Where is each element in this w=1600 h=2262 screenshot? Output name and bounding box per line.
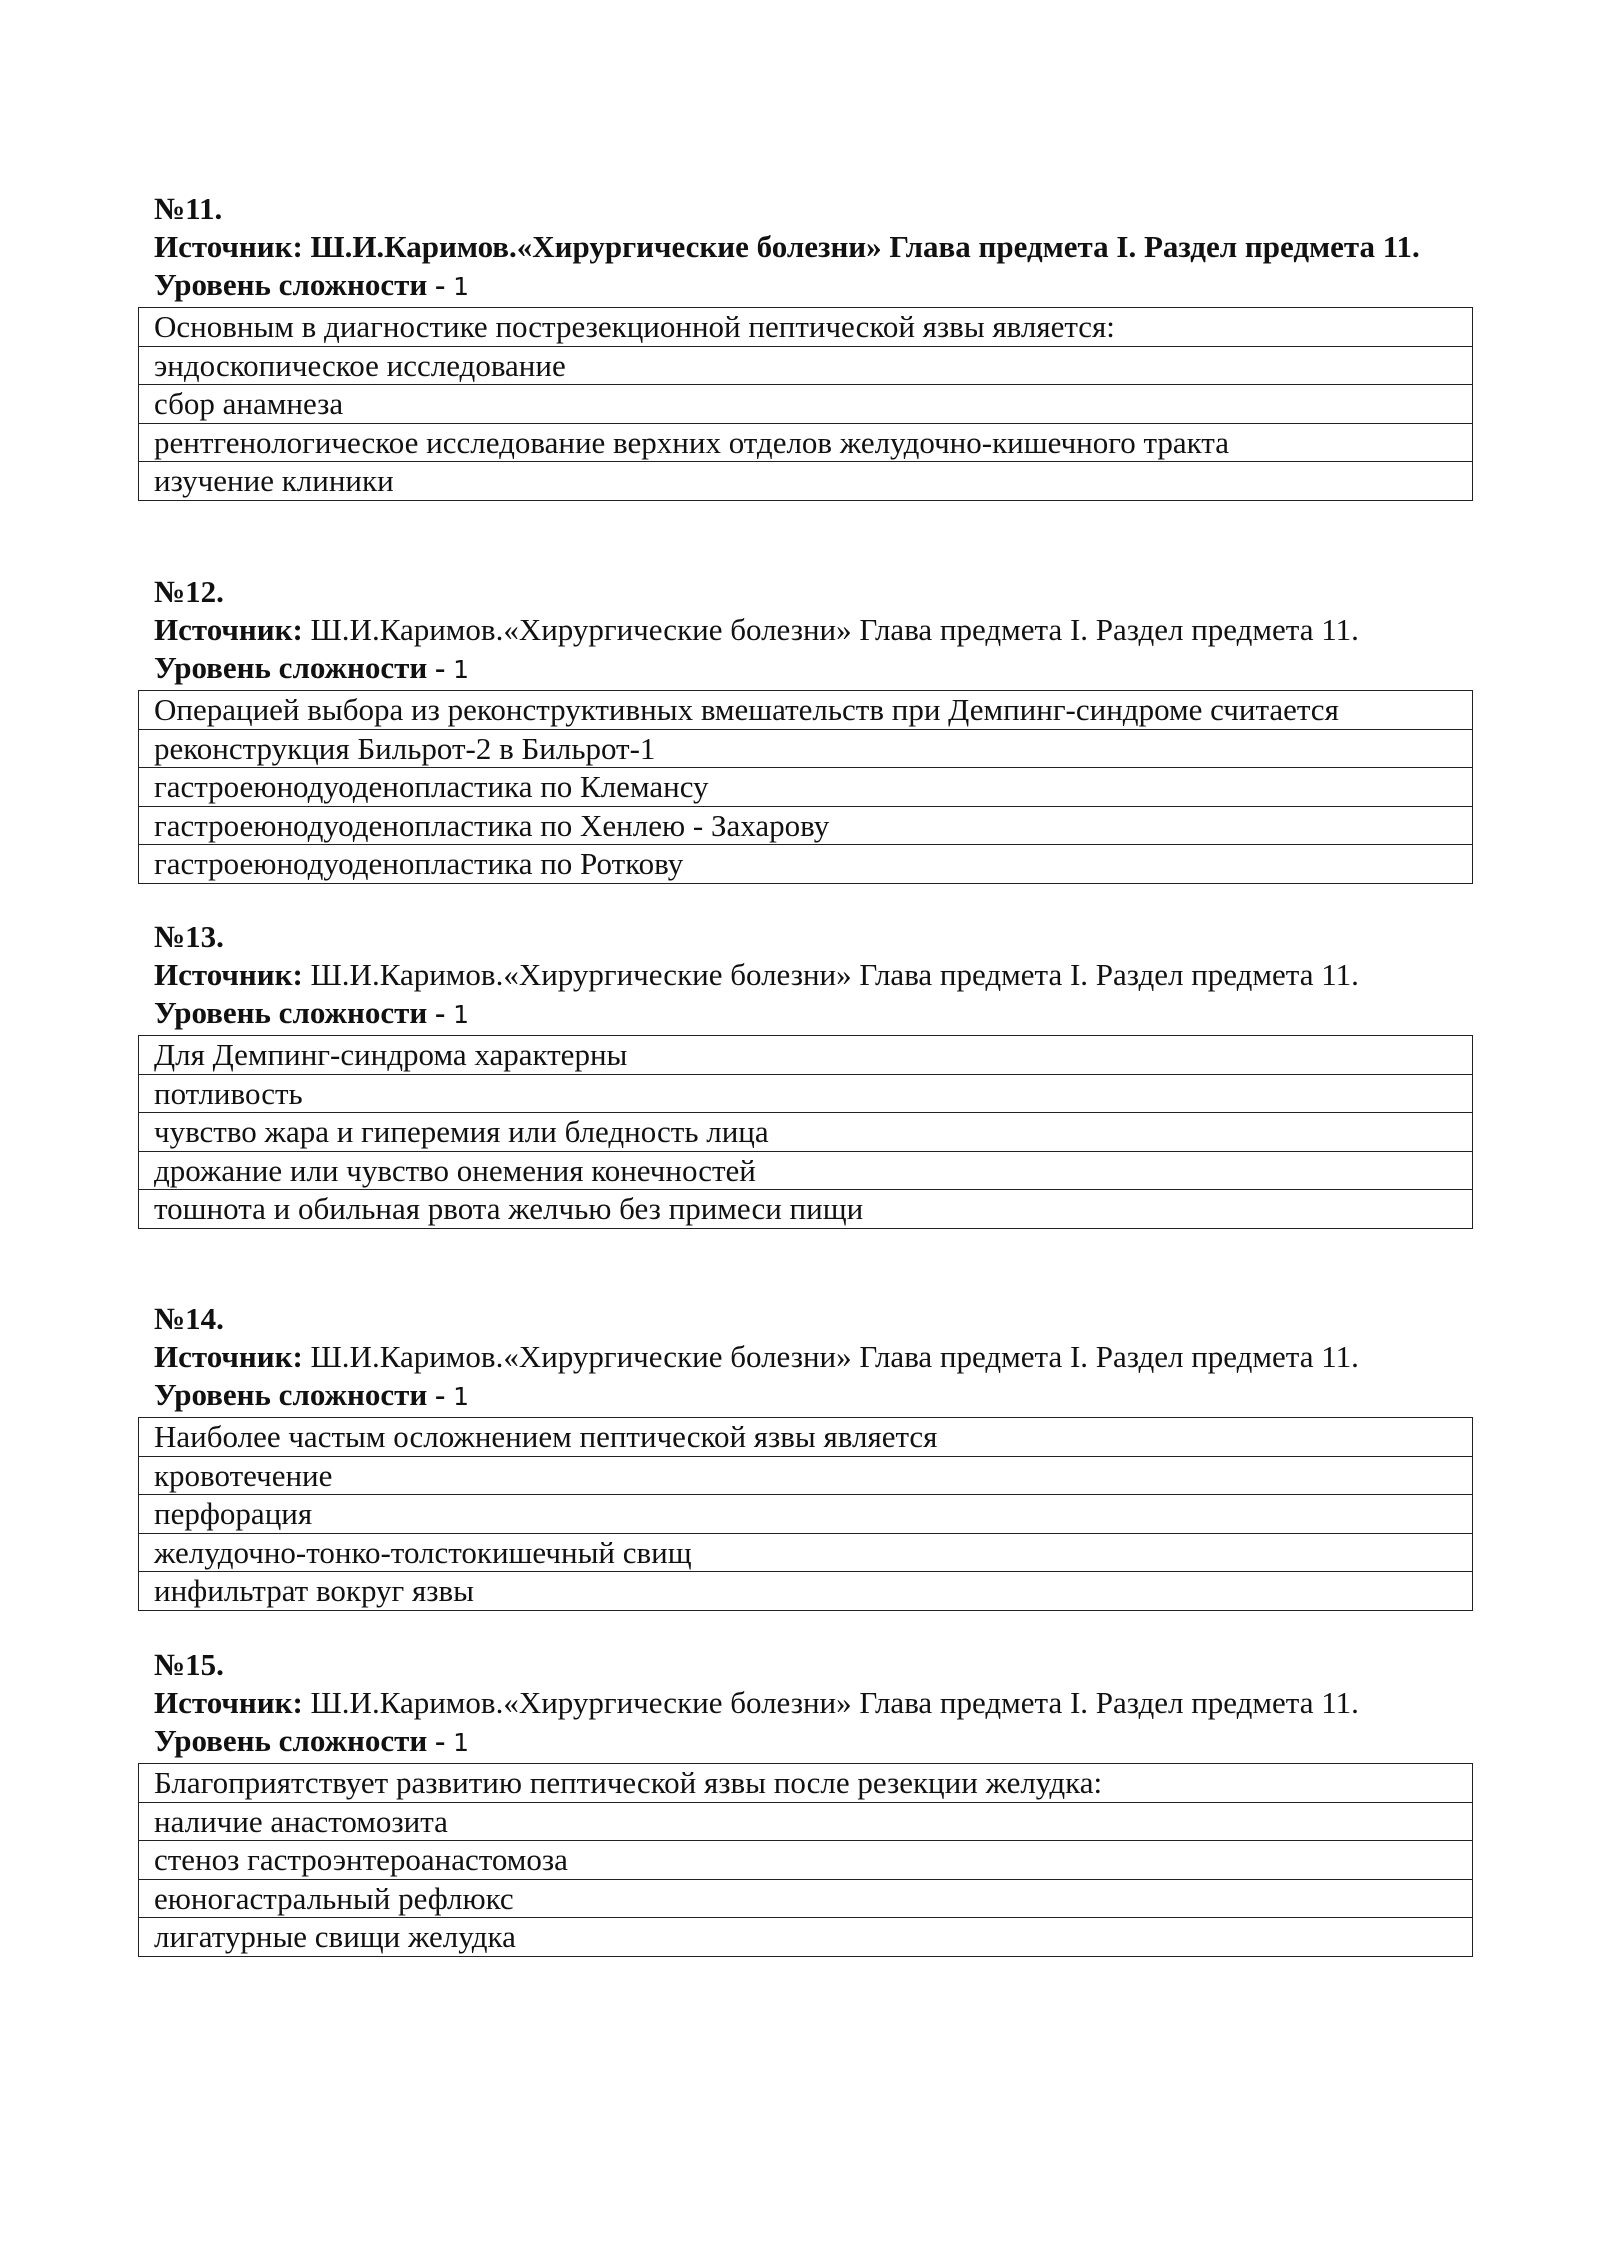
- question-table: [138, 690, 1473, 884]
- difficulty-value: 1: [453, 1382, 469, 1411]
- question-block-11: [138, 190, 1473, 501]
- answer-option: стеноз гастроэнтероанастомоза: [139, 1841, 1472, 1880]
- answer-option: еюногастральный рефлюкс: [139, 1880, 1472, 1919]
- difficulty-value: 1: [453, 1000, 469, 1029]
- answer-option: инфильтрат вокруг язвы: [154, 1573, 474, 1608]
- source-label: Источник:: [154, 957, 303, 992]
- answer-option: желудочно-тонко-толстокишечный свищ: [139, 1534, 1472, 1573]
- answer-option: изучение клиники: [154, 463, 394, 498]
- difficulty-level: [154, 266, 1473, 306]
- answer-option: кровотечение: [139, 1457, 1472, 1496]
- question-number: №15.: [154, 1647, 224, 1682]
- answer-option: перфорация: [139, 1495, 1472, 1534]
- question-block-12: [138, 573, 1473, 884]
- question-source: [154, 228, 1473, 266]
- question-number: №12.: [154, 574, 224, 609]
- source-text: Ш.И.Каримов.«Хирургические болезни» Глава предмета I. Раздел предмета 11.: [310, 1339, 1359, 1374]
- source-label: Источник:: [154, 612, 303, 647]
- answer-option: сбор анамнеза: [139, 385, 1472, 424]
- question-prompt: Операцией выбора из реконструктивных вмешательств при Демпинг-синдроме считается: [139, 691, 1472, 730]
- difficulty-label: Уровень сложности -: [154, 1723, 446, 1758]
- question-table: [138, 307, 1473, 501]
- question-table: [138, 1035, 1473, 1229]
- question-block-13: [138, 918, 1473, 1229]
- question-prompt: Наиболее частым осложнением пептической язвы является: [139, 1418, 1472, 1457]
- question-number: №14.: [154, 1301, 224, 1336]
- question-source: [154, 1684, 1473, 1722]
- difficulty-level: [154, 649, 1473, 689]
- question-prompt: Для Демпинг-синдрома характерны: [139, 1036, 1472, 1075]
- answer-option: рентгенологическое исследование верхних отделов желудочно-кишечного тракта: [139, 424, 1472, 463]
- answer-option: тошнота и обильная рвота желчью без примеси пищи: [154, 1191, 864, 1226]
- question-block-14: [138, 1300, 1473, 1611]
- difficulty-value: 1: [453, 272, 469, 301]
- answer-option: потливость: [139, 1075, 1472, 1114]
- question-prompt: Основным в диагностике пострезекционной пептической язвы является:: [139, 308, 1472, 347]
- difficulty-value: 1: [453, 655, 469, 684]
- source-label: Источник:: [154, 1685, 303, 1720]
- difficulty-label: Уровень сложности -: [154, 650, 446, 685]
- question-table: [138, 1763, 1473, 1957]
- source-text: Ш.И.Каримов.«Хирургические болезни» Глава предмета I. Раздел предмета 11.: [310, 957, 1359, 992]
- difficulty-level: [154, 1376, 1473, 1416]
- question-prompt: Благоприятствует развитию пептической язвы после резекции желудка:: [139, 1764, 1472, 1803]
- answer-option: гастроеюнодуоденопластика по Роткову: [154, 846, 684, 881]
- question-block-15: [138, 1646, 1473, 1957]
- answer-option: гастроеюнодуоденопластика по Клемансу: [139, 768, 1472, 807]
- source-label: Источник:: [154, 1339, 303, 1374]
- difficulty-value: 1: [453, 1728, 469, 1757]
- source-label: Источник:: [154, 229, 303, 264]
- answer-option: дрожание или чувство онемения конечностей: [139, 1152, 1472, 1191]
- answer-option: реконструкция Бильрот-2 в Бильрот-1: [139, 730, 1472, 769]
- question-table: [138, 1417, 1473, 1611]
- difficulty-label: Уровень сложности -: [154, 1377, 446, 1412]
- question-source: [154, 1338, 1473, 1376]
- source-text: Ш.И.Каримов.«Хирургические болезни» Глава предмета I. Раздел предмета 11.: [310, 612, 1359, 647]
- question-number: №13.: [154, 919, 224, 954]
- difficulty-level: [154, 994, 1473, 1034]
- difficulty-label: Уровень сложности -: [154, 995, 446, 1030]
- source-text: Ш.И.Каримов.«Хирургические болезни» Глава предмета I. Раздел предмета 11.: [310, 229, 1420, 264]
- answer-option: чувство жара и гиперемия или бледность лица: [139, 1113, 1472, 1152]
- answer-option: эндоскопическое исследование: [139, 347, 1472, 386]
- difficulty-label: Уровень сложности -: [154, 267, 446, 302]
- question-number: №11.: [154, 191, 223, 226]
- question-source: [154, 956, 1473, 994]
- source-text: Ш.И.Каримов.«Хирургические болезни» Глава предмета I. Раздел предмета 11.: [310, 1685, 1359, 1720]
- difficulty-level: [154, 1722, 1473, 1762]
- answer-option: гастроеюнодуоденопластика по Хенлею - Захарову: [139, 807, 1472, 846]
- question-source: [154, 611, 1473, 649]
- answer-option: наличие анастомозита: [139, 1803, 1472, 1842]
- answer-option: лигатурные свищи желудка: [154, 1919, 516, 1954]
